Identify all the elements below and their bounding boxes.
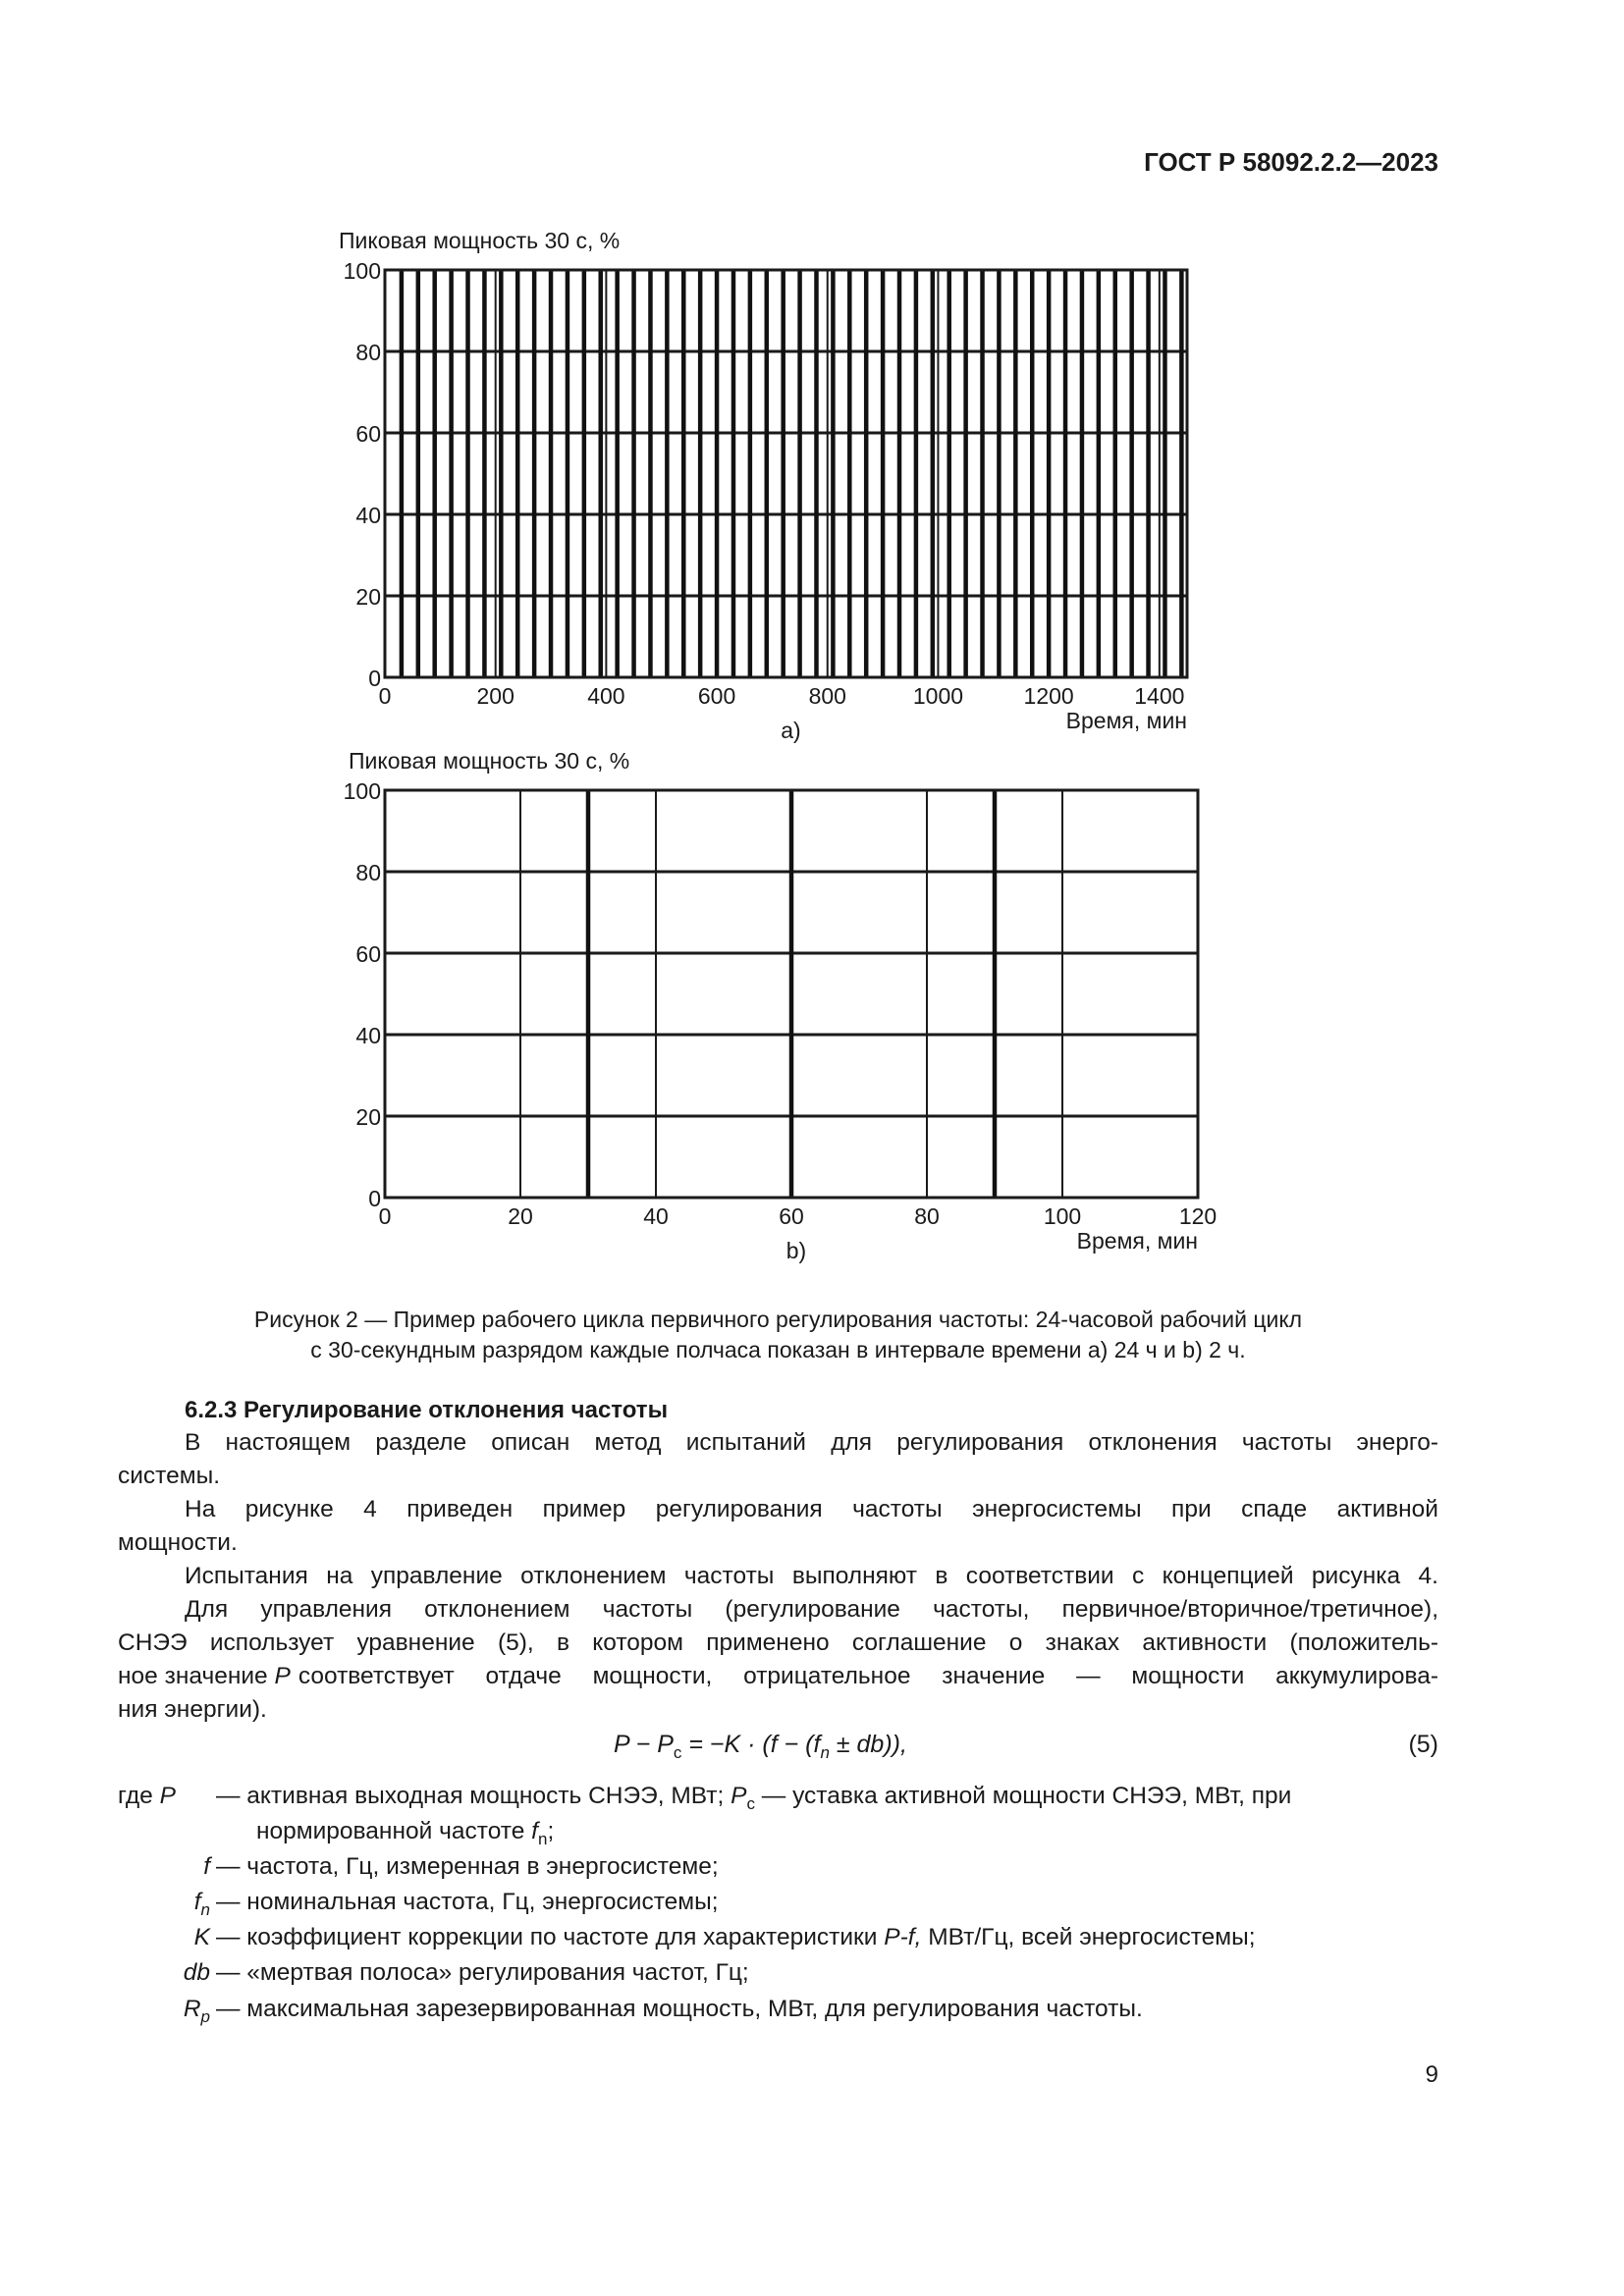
definition-text: ;	[547, 1818, 555, 1844]
definition-subscript: p	[200, 2007, 210, 2026]
definition-text: — номинальная частота, Гц, энергосистемы;	[216, 1889, 719, 1915]
equation-number: (5)	[1408, 1731, 1438, 1758]
paragraph-line: Испытания на управление отклонением частоты выполняют в соответствии с концепцией рисунка 4.	[185, 1563, 1438, 1589]
paragraph-line: В настоящем разделе описан метод испытаний для регулирования отклонения частоты энерго-	[185, 1429, 1438, 1456]
x-tick-label: 60	[779, 1203, 804, 1229]
y-tick-label: 40	[355, 503, 381, 528]
panel-label: а)	[781, 718, 801, 743]
definition-symbol: f	[203, 1853, 210, 1880]
definition-text: — «мертвая полоса» регулирования частот, Гц;	[216, 1959, 749, 1986]
x-tick-label: 600	[697, 683, 736, 709]
equation-subscript: n	[820, 1743, 830, 1762]
paragraph-line: СНЭЭ использует уравнение (5), в котором применено соглашение о знаках активности (положитель-	[118, 1629, 1438, 1656]
chart-a-ylabel: Пиковая мощность 30 с, %	[339, 228, 621, 253]
paragraph-line: системы.	[118, 1463, 221, 1489]
page-number: 9	[1425, 2061, 1438, 2088]
y-tick-label: 60	[355, 421, 381, 447]
definition-text: — максимальная зарезервированная мощность, МВт, для регулирования частоты.	[216, 1996, 1143, 2022]
figure-caption-line-2: с 30-секундным разрядом каждые полчаса показан в интервале времени а) 24 ч и b) 2 ч.	[310, 1337, 1246, 1362]
figure-caption-line-1: Рисунок 2 — Пример рабочего цикла первичного регулирования частоты: 24-часовой рабочий цикл	[253, 1307, 1303, 1332]
definition-text: — активная выходная мощность СНЭЭ, МВт;	[216, 1783, 731, 1809]
paragraph-line: ния энергии).	[118, 1696, 267, 1723]
x-tick-label: 400	[587, 683, 625, 709]
x-tick-label: 1200	[1023, 683, 1074, 709]
definition-text: — уставка активной мощности СНЭЭ, МВт, при	[754, 1783, 1292, 1809]
paragraph-text: ное значение	[118, 1663, 275, 1689]
definition-text: — коэффициент коррекции по частоте для характеристики	[216, 1924, 885, 1950]
definition-prefix: где	[118, 1783, 160, 1809]
definition-text: — частота, Гц, измеренная в энергосистеме;	[216, 1853, 719, 1880]
y-tick-label: 0	[368, 666, 381, 691]
equation-5	[614, 1731, 907, 1762]
definition-symbol: P	[159, 1783, 176, 1809]
equation-rhs: = −K · (f − (f	[681, 1731, 821, 1758]
y-tick-label: 40	[355, 1023, 381, 1048]
x-tick-label: 800	[808, 683, 846, 709]
paragraph-line	[118, 1663, 1438, 1690]
definition-symbol: P	[731, 1783, 747, 1809]
paragraph-text: соответствует отдаче мощности, отрицательное значение — мощности аккумулирова-	[298, 1663, 1438, 1689]
y-tick-label: 100	[343, 778, 381, 804]
panel-label: b)	[785, 1238, 807, 1263]
x-tick-label: 80	[914, 1203, 940, 1229]
equation-rhs: ± db)),	[829, 1731, 907, 1758]
y-tick-label: 60	[355, 941, 381, 967]
chart-b-ylabel: Пиковая мощность 30 с, %	[349, 748, 630, 774]
x-tick-label: 100	[1043, 1203, 1082, 1229]
definition-symbol: R	[183, 1996, 201, 2022]
x-tick-label: 1400	[1134, 683, 1185, 709]
x-tick-label: 1000	[912, 683, 964, 709]
x-tick-label: 0	[378, 1203, 392, 1229]
equation-lhs: P − P	[614, 1731, 674, 1758]
definition-symbol: K	[193, 1924, 210, 1950]
definition-subscript: n	[200, 1900, 210, 1919]
document-number: ГОСТ Р 58092.2.2—2023	[1144, 147, 1438, 177]
definition-subscript: n	[537, 1830, 548, 1848]
definition-subscript: c	[746, 1794, 755, 1813]
x-axis-label: Время, мин	[1065, 708, 1187, 733]
definition-p-continued	[256, 1818, 555, 1848]
definition-text: МВт/Гц, всей энергосистемы;	[921, 1924, 1256, 1950]
definition-symbol: f	[531, 1818, 538, 1844]
equation-subscript: c	[673, 1743, 682, 1762]
y-tick-label: 0	[368, 1186, 381, 1211]
definition-p	[118, 1783, 176, 1810]
paragraph-line: Для управления отклонением частоты (регулирование частоты, первичное/вторичное/третичное),	[185, 1596, 1438, 1623]
definition-symbol: db	[183, 1959, 210, 1986]
definition-symbol: f	[193, 1889, 201, 1915]
paragraph-line: мощности.	[118, 1529, 238, 1556]
paragraph-line: На рисунке 4 приведен пример регулирования частоты энергосистемы при спаде активной	[185, 1496, 1438, 1522]
y-tick-label: 20	[355, 1104, 381, 1130]
x-tick-label: 20	[508, 1203, 533, 1229]
definition-p-text	[216, 1783, 1292, 1813]
definition-text: нормированной частоте	[256, 1818, 532, 1844]
x-tick-label: 120	[1178, 1203, 1218, 1229]
y-tick-label: 80	[355, 340, 381, 365]
x-axis-label: Время, мин	[1076, 1228, 1198, 1254]
x-tick-label: 40	[643, 1203, 669, 1229]
y-tick-label: 20	[355, 584, 381, 610]
symbol-p: P	[274, 1663, 291, 1689]
chart-a	[334, 255, 1218, 746]
definition-symbol: P-f,	[884, 1924, 922, 1950]
y-tick-label: 80	[355, 860, 381, 885]
section-heading: 6.2.3 Регулирование отклонения частоты	[185, 1397, 669, 1423]
x-tick-label: 0	[378, 683, 392, 709]
x-tick-label: 200	[476, 683, 514, 709]
chart-b	[334, 775, 1237, 1276]
y-tick-label: 100	[343, 258, 381, 284]
